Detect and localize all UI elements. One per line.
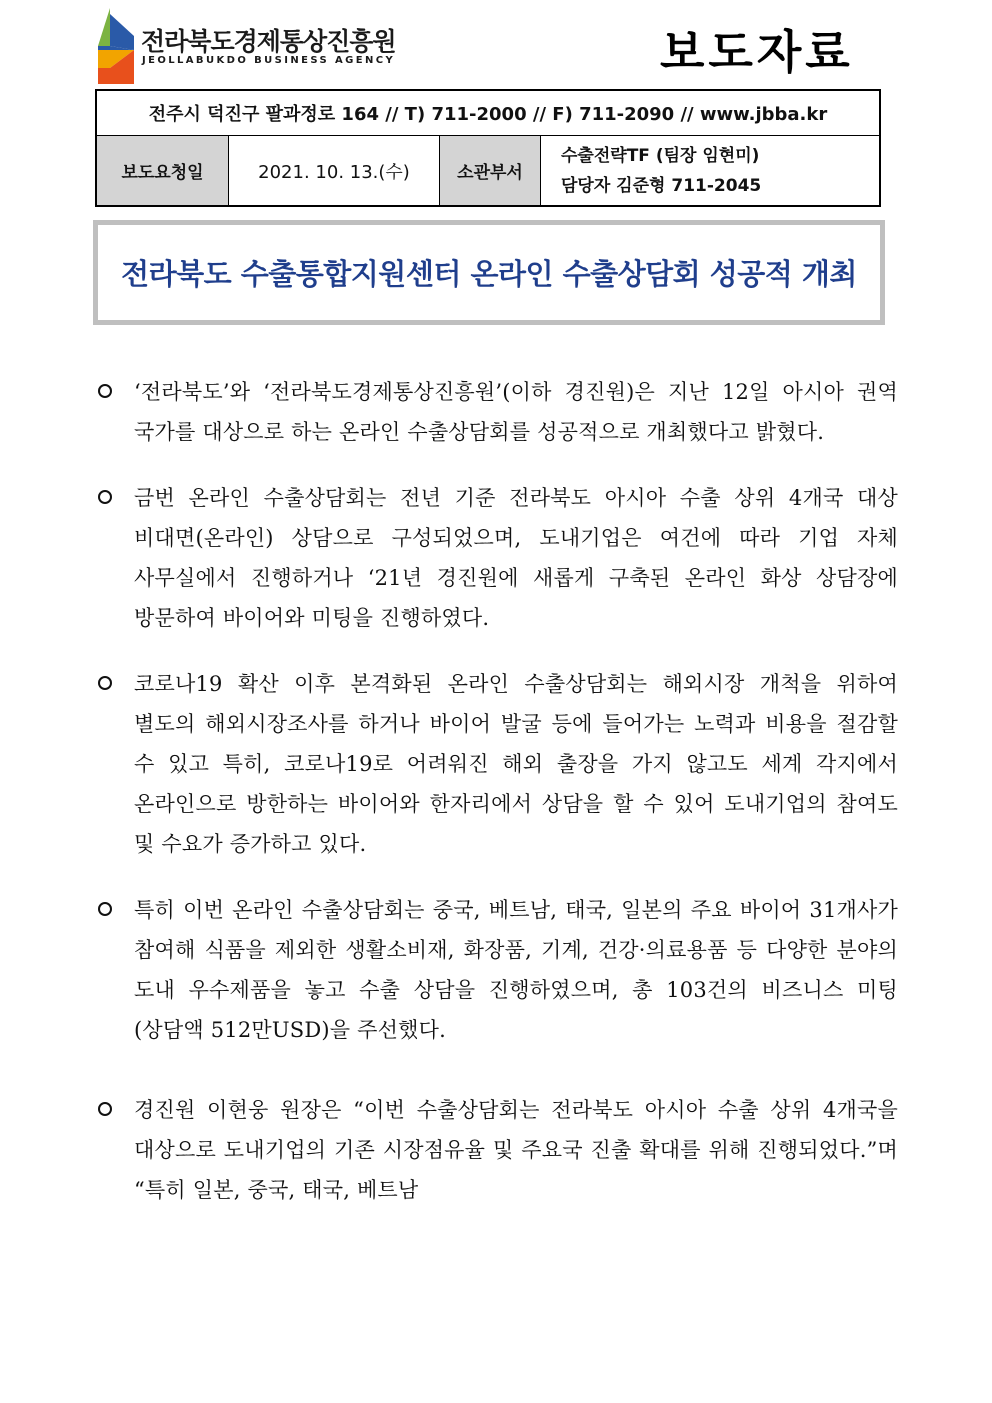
paragraph-text: 특히 이번 온라인 수출상담회는 중국, 베트남, 태국, 일본의 주요 바이어 31개사가 참여해 식품을 제외한 생활소비재, 화장품, 기계, 건강·의료용품 등 다양한 분야의 도내 우수제품을 놓고 수출 상담을 진행하였으며, 총 103건의 비즈니스 미팅(상담액 512만USD)을 주선했다.	[134, 898, 898, 1042]
contact-address: 전주시 덕진구 팔과정로 164 // T) 711-2000 // F) 711-2090 // www.jbba.kr	[97, 91, 879, 136]
document-type-heading: 보도자료	[660, 25, 854, 79]
circle-bullet-icon	[98, 676, 112, 690]
paragraph-text: 코로나19 확산 이후 본격화된 온라인 수출상담회는 해외시장 개척을 위하여 별도의 해외시장조사를 하거나 바이어 발굴 등에 들어가는 노력과 비용을 절감할 수 있고 특히, 코로나19로 어려워진 해외 출장을 가지 않고도 세계 각지에서 온라인으로 방한하는 바이어와 한자리에서 상담을 할 수 있어 도내기업의 참여도 및 수요가 증가하고 있다.	[134, 672, 898, 856]
headline: 전라북도 수출통합지원센터 온라인 수출상담회 성공적 개최	[121, 257, 857, 291]
paragraph	[96, 478, 898, 638]
org-name: 전라북도경제통상진흥원	[141, 27, 396, 56]
org-subtitle: JEOLLABUKDO BUSINESS AGENCY	[142, 55, 396, 66]
department-team: 수출전략TF (팀장 임현미)	[561, 145, 760, 166]
paragraph	[96, 1090, 898, 1210]
agency-logo-icon	[96, 6, 136, 86]
circle-bullet-icon	[98, 384, 112, 398]
circle-bullet-icon	[98, 902, 112, 916]
paragraph	[96, 372, 898, 452]
department-contact: 담당자 김준형 711-2045	[561, 175, 762, 196]
headline-box	[93, 220, 885, 325]
info-table	[95, 89, 881, 207]
paragraph-text: 경진원 이현웅 원장은 “이번 수출상담회는 전라북도 아시아 수출 상위 4개국을 대상으로 도내기업의 기존 시장점유율 및 주요국 진출 확대를 위해 진행되었다.”며 “특히 일본, 중국, 태국, 베트남	[134, 1098, 898, 1202]
date-value: 2021. 10. 13.(수)	[229, 136, 440, 205]
department-value	[541, 136, 879, 205]
paragraph	[96, 890, 898, 1050]
department-label: 소관부서	[440, 136, 541, 205]
circle-bullet-icon	[98, 1102, 112, 1116]
paragraph	[96, 664, 898, 864]
body-text	[96, 372, 898, 1210]
circle-bullet-icon	[98, 490, 112, 504]
paragraph-text: ‘전라북도’와 ‘전라북도경제통상진흥원’(이하 경진원)은 지난 12일 아시아 권역 국가를 대상으로 하는 온라인 수출상담회를 성공적으로 개최했다고 밝혔다.	[134, 380, 898, 444]
paragraph-text: 금번 온라인 수출상담회는 전년 기준 전라북도 아시아 수출 상위 4개국 대상 비대면(온라인) 상담으로 구성되었으며, 도내기업은 여건에 따라 기업 자체 사무실에서 진행하거나 ‘21년 경진원에 새롭게 구축된 온라인 화상 상담장에 방문하여 바이어와 미팅을 진행하였다.	[134, 486, 898, 630]
date-label: 보도요청일	[97, 136, 229, 205]
